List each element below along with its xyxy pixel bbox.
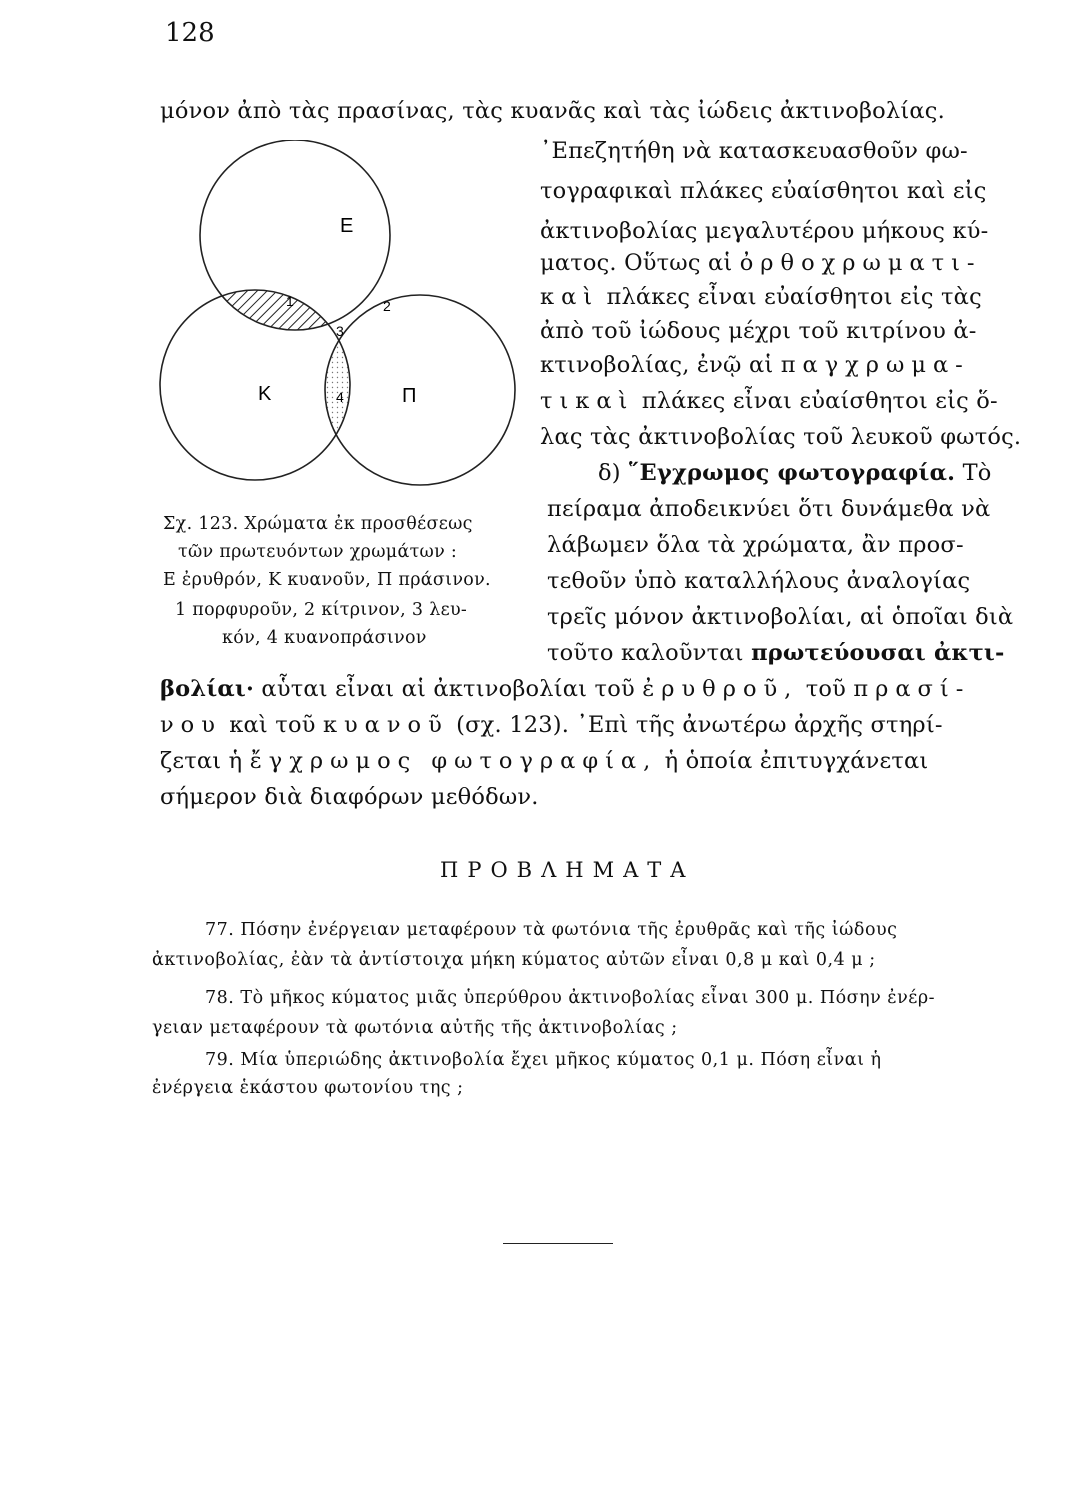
label-3: 3 — [336, 323, 344, 339]
body-text: Τὸ — [962, 460, 992, 486]
term-color-photo: ἔγχρωμος φωτογραφία, — [249, 748, 658, 774]
label-p: Π — [402, 385, 417, 407]
label-1: 1 — [286, 293, 294, 309]
problem-line: 79. Μία ὑπεριώδης ἀκτινοβολία ἔχει μῆκος κύματος 0,1 μ. Πόση εἶναι ἡ — [205, 1050, 882, 1070]
body-line: ἀπὸ τοῦ ἰώδους μέχρι τοῦ κιτρίνου ἀ- — [540, 318, 977, 344]
section-heading-line — [598, 460, 992, 486]
body-line — [160, 748, 928, 774]
page-number: 128 — [165, 18, 215, 48]
problem-line: γειαν μεταφέρουν τὰ φωτόνια αὐτῆς τῆς ἀκτινοβολίας ; — [152, 1018, 678, 1038]
body-line: ᾽Επεζητήθη νὰ κατασκευασθοῦν φω- — [540, 138, 968, 164]
body-text: ζεται ἡ — [160, 748, 243, 774]
body-line — [540, 284, 982, 310]
body-text: ἡ ὁποία ἐπιτυγχάνεται — [664, 748, 929, 774]
body-text: κτινοβολίας, ἐνῷ αἱ — [540, 352, 774, 378]
body-line — [547, 640, 1005, 666]
body-line — [540, 388, 998, 414]
body-line: λάβωμεν ὅλα τὰ χρώματα, ἂν προσ- — [547, 532, 964, 558]
body-text: πλάκες εἶναι εὐαίσθητοι εἰς τὰς — [606, 284, 982, 310]
problem-line: 78. Τὸ μῆκος κύματος μιᾶς ὑπερύθρου ἀκτινοβολίας εἶναι 300 μ. Πόσην ἐνέρ- — [205, 988, 936, 1008]
figure-caption-line: 1 πορφυροῦν, 2 κίτρινον, 3 λευ- — [175, 600, 468, 620]
term-primary-end: βολίαι· — [160, 676, 255, 702]
label-k: Κ — [258, 383, 272, 405]
term-panchromatic: παγχρωμα- — [780, 352, 970, 378]
body-line — [160, 712, 943, 738]
problems-heading: ΠΡΟΒΛΗΜΑΤΑ — [440, 858, 695, 882]
term-green: πρασί- — [853, 676, 971, 702]
figure-caption-line: κόν, 4 κυανοπράσινον — [222, 628, 427, 648]
circle-p-green — [325, 295, 515, 485]
body-line — [160, 676, 970, 702]
figure-caption-line: Σχ. 123. Χρώματα ἐκ προσθέσεως — [163, 514, 473, 534]
body-line: ἀκτινοβολίας μεγαλυτέρου μήκους κύ- — [540, 218, 989, 244]
term-orthochromatic-end: καὶ — [540, 284, 600, 310]
label-e: Ε — [340, 215, 354, 237]
section-title: ῞Εγχρωμος φωτογραφία. — [628, 460, 956, 486]
term-blue: κυανοῦ — [322, 712, 449, 738]
body-line: σήμερον διὰ διαφόρων μεθόδων. — [160, 784, 539, 810]
label-4: 4 — [336, 389, 344, 405]
venn-diagram — [150, 140, 530, 510]
term-red: ἐρυθροῦ, — [642, 676, 799, 702]
body-line: τρεῖς μόνον ἀκτινοβολίαι, αἱ ὁποῖαι διὰ — [547, 604, 1014, 630]
body-line: μόνον ἀπὸ τὰς πρασίνας, τὰς κυανᾶς καὶ τὰς ἰώδεις ἀκτινοβολίας. — [160, 98, 945, 124]
body-line: πείραμα ἀποδεικνύει ὅτι δυνάμεθα νὰ — [547, 496, 991, 522]
term-panchromatic-end: τικαὶ — [540, 388, 635, 414]
body-text: τοῦτο καλοῦνται — [547, 640, 744, 666]
body-line — [540, 250, 982, 276]
body-line: τεθοῦν ὑπὸ καταλλήλους ἀναλογίας — [547, 568, 971, 594]
problem-line: 77. Πόσην ἐνέργειαν μεταφέρουν τὰ φωτόνια τῆς ἐρυθρᾶς καὶ τῆς ἰώδους — [205, 920, 898, 940]
term-green-end: νου — [160, 712, 222, 738]
body-text: τοῦ — [805, 676, 846, 702]
body-text: ματος. Οὕτως αἱ — [540, 250, 733, 276]
body-text: καὶ τοῦ — [229, 712, 316, 738]
label-2: 2 — [383, 298, 391, 314]
body-text: (σχ. 123). ᾽Επὶ τῆς ἀνωτέρω ἀρχῆς στηρί- — [456, 712, 943, 738]
body-text: αὗται εἶναι αἱ ἀκτινοβολίαι τοῦ — [261, 676, 635, 702]
body-line — [540, 352, 970, 378]
body-line: λας τὰς ἀκτινοβολίας τοῦ λευκοῦ φωτός. — [540, 424, 1022, 450]
section-letter: δ) — [598, 460, 621, 486]
problem-line: ἐνέργεια ἑκάστου φωτονίου της ; — [152, 1078, 464, 1098]
term-primary: πρωτεύουσαι ἀκτι- — [751, 640, 1005, 666]
figure-caption-line: Ε ἐρυθρόν, Κ κυανοῦν, Π πράσινον. — [163, 570, 491, 590]
body-line: τογραφικαὶ πλάκες εὐαίσθητοι καὶ εἰς — [540, 178, 987, 204]
end-rule — [503, 1243, 613, 1244]
body-text: πλάκες εἶναι εὐαίσθητοι εἰς ὅ- — [641, 388, 998, 414]
term-orthochromatic: ὀρθοχρωματι- — [739, 250, 982, 276]
figure-caption-line: τῶν πρωτευόντων χρωμάτων : — [178, 542, 458, 562]
problem-line: ἀκτινοβολίας, ἐὰν τὰ ἀντίστοιχα μήκη κύματος αὐτῶν εἶναι 0,8 μ καὶ 0,4 μ ; — [152, 950, 876, 970]
